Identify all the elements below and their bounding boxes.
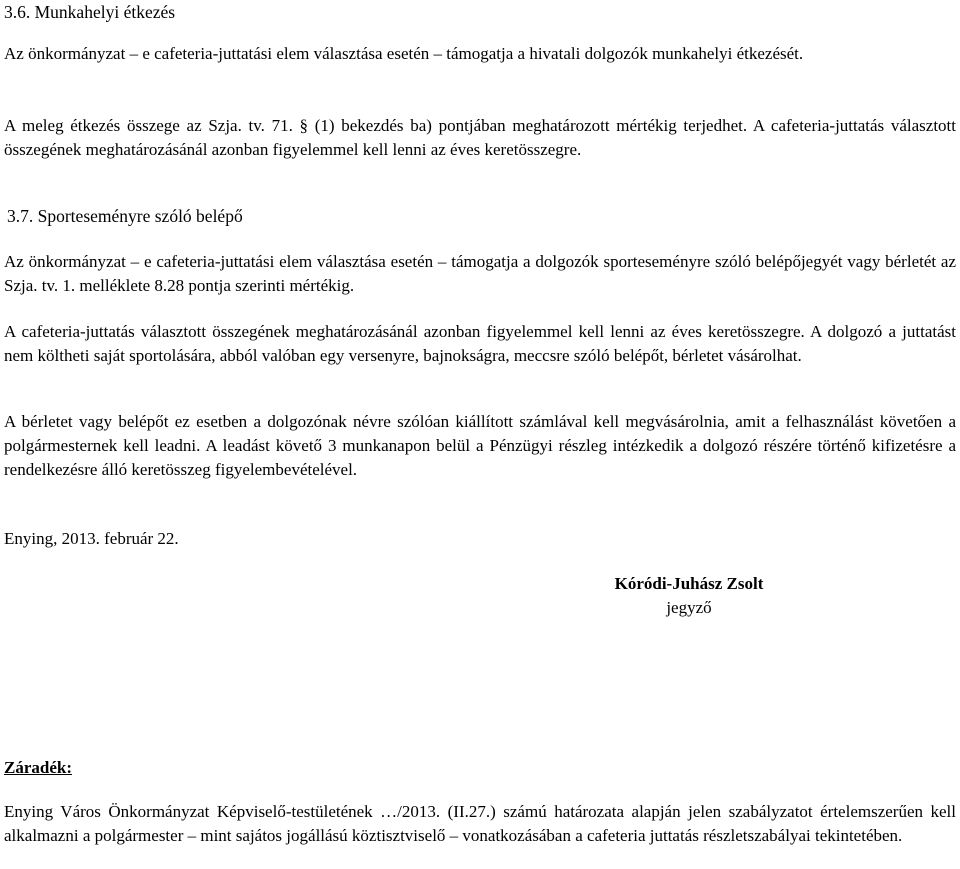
signature-title: jegyző <box>666 598 712 617</box>
signature-name: Kóródi-Juhász Zsolt <box>614 574 764 593</box>
section-3-7-paragraph-2: A cafeteria-juttatás választott összegének meghatározásánál azonban figyelemmel kell lenni az éves keretösszegre. A dolgozó a juttatást nem költheti saját sportolására, abból valóban egy versenyre, bajnokságra, meccsre szóló belépőt, bérletet vásárolhat. <box>4 322 956 365</box>
zaradek-heading: Záradék: <box>4 758 72 777</box>
section-3-6-paragraph-2: A meleg étkezés összege az Szja. tv. 71. § (1) bekezdés ba) pontjában meghatározott mértékig terjedhet. A cafeteria-juttatás választott összegének meghatározásánál azonban figyelemmel kell lenni az éves keretösszegre. <box>4 116 956 159</box>
zaradek-text: Enying Város Önkormányzat Képviselő-testületének …/2013. (II.27.) számú határozata alapján jelen szabályzatot értelemszerűen kell alkalmazni a polgármester – mint sajátos jogállású köztisztviselő – vonatkozásában a cafeteria juttatás részletszabályai tekintetében. <box>4 802 956 845</box>
section-3-7-paragraph-3: A bérletet vagy belépőt ez esetben a dolgozónak névre szólóan kiállított számlával kell megvásárolnia, amit a felhasználást követően a polgármesternek kell leadni. A leadást követő 3 munkanapon belül a Pénzügyi részleg intézkedik a dolgozó részére történő kifizetésre a rendelkezésre álló keretösszeg figyelembevételével. <box>4 412 956 479</box>
section-3-6-paragraph-1: Az önkormányzat – e cafeteria-juttatási elem választása esetén – támogatja a hivatali dolgozók munkahelyi étkezését. <box>4 44 804 63</box>
section-3-7-paragraph-1: Az önkormányzat – e cafeteria-juttatási elem választása esetén – támogatja a dolgozók sporteseményre szóló belépőjegyét vagy bérletét az Szja. tv. 1. melléklete 8.28 pontja szerinti mértékig. <box>4 252 956 295</box>
section-3-6-heading: 3.6. Munkahelyi étkezés <box>4 2 176 22</box>
date-line: Enying, 2013. február 22. <box>4 529 179 548</box>
section-3-7-heading: 3.7. Sporteseményre szóló belépő <box>7 206 243 226</box>
signature-block <box>484 572 894 620</box>
